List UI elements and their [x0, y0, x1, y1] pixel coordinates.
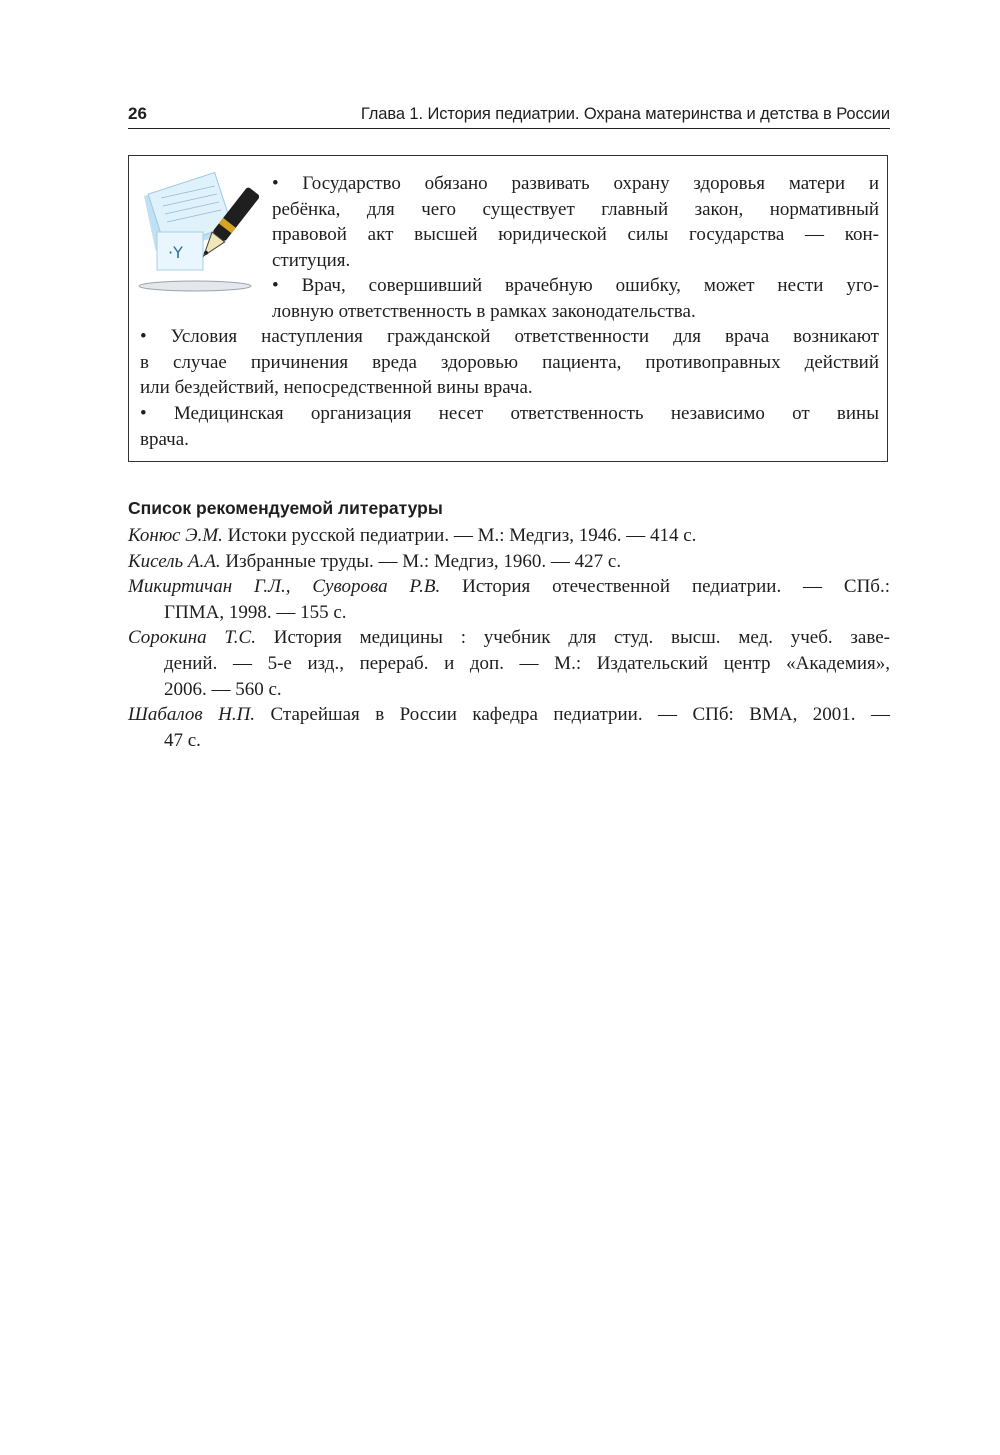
reference-text-cont: дений. — 5-е изд., перераб. и доп. — М.: Издательский центр «Академия»,: [164, 652, 890, 674]
reference-text: Истоки русской педиатрии. — М.: Медгиз, 1946. — 414 с.: [222, 525, 697, 546]
reference-item: [128, 549, 890, 575]
reference-text: Старейшая в России кафедра педиатрии. — СПб: ВМА, 2001. —: [255, 704, 890, 726]
text-line: • Государство обязано развивать охрану здоровья матери и: [272, 173, 879, 194]
text-line: или бездействий, непосредственной вины врача.: [140, 377, 533, 399]
text-line: ребёнка, для чего существует главный закон, нормативный: [272, 198, 879, 220]
text-line: ституция.: [272, 249, 351, 271]
reference-text: История отечественной педиатрии. — СПб.:: [440, 576, 890, 598]
page-number: 26: [128, 104, 147, 123]
reference-author: Микиртичан Г.Л., Суворова Р.В.: [128, 576, 441, 598]
literature-heading: Список рекомендуемой литературы: [128, 498, 443, 518]
notebook-pen-icon: [135, 164, 259, 296]
text-line: • Медицинская организация несет ответственность независимо от вины: [140, 403, 879, 424]
note-constitution: [272, 171, 879, 273]
reference-list: [128, 523, 890, 753]
reference-item: [128, 523, 890, 549]
reference-text-cont: ГПМА, 1998. — 155 с.: [164, 601, 347, 623]
reference-author: Кисель А.А.: [128, 550, 221, 572]
note-organization-liability: [140, 401, 879, 452]
reference-text: Избранные труды. — М.: Медгиз, 1960. — 427 с.: [220, 550, 622, 572]
text-line: врача.: [140, 428, 189, 450]
reference-text-cont: 2006. — 560 с.: [164, 678, 282, 700]
running-title: Глава 1. История педиатрии. Охрана материнства и детства в России: [360, 105, 890, 123]
text-line: • Условия наступления гражданской ответственности для врача возникают: [140, 326, 879, 347]
text-line: в случае причинения вреда здоровью пациента, противоправных действий: [140, 351, 879, 373]
reference-text: История медицины : учебник для студ. высш. мед. учеб. заве-: [255, 627, 890, 649]
notes-box: [128, 155, 888, 462]
text-line: • Врач, совершивший врачебную ошибку, может нести уго-: [272, 275, 879, 296]
reference-author: Сорокина Т.С.: [128, 627, 256, 649]
reference-author: Шабалов Н.П.: [128, 704, 256, 726]
text-line: правовой акт высшей юридической силы государства — кон-: [272, 224, 879, 246]
reference-text-cont: 47 с.: [164, 729, 201, 751]
note-civil-liability: [140, 324, 879, 401]
reference-item: [128, 574, 890, 625]
svg-text:·Y: ·Y: [168, 243, 183, 262]
running-header: [128, 102, 890, 129]
note-criminal-liability: [272, 273, 879, 324]
text-line: ловную ответственность в рамках законодательства.: [272, 300, 696, 322]
reference-author: Конюс Э.М.: [128, 525, 223, 546]
reference-item: [128, 702, 890, 753]
reference-item: [128, 625, 890, 702]
